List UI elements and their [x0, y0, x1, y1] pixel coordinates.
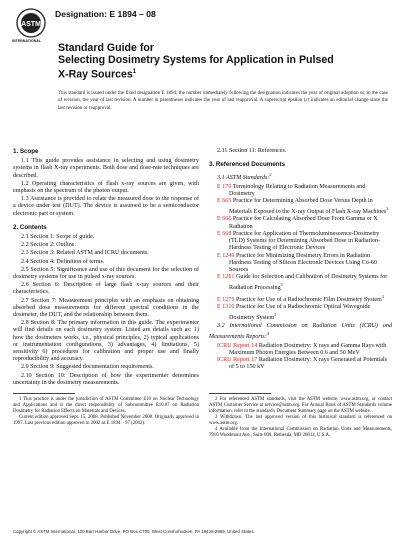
- contents-2-9: 2.9 Section 9: Suggested documentation requirements.: [21, 364, 154, 371]
- contents-2-11: 2.11 Section 11: References.: [217, 148, 287, 154]
- reference-link[interactable]: E 1275: [217, 296, 235, 303]
- footnote-marker: 3: [381, 293, 384, 299]
- reference-link[interactable]: E 170: [217, 183, 232, 190]
- contents-2-2: 2.2 Section 2: Outline.: [21, 242, 77, 249]
- designation: Designation: E 1894 – 08: [55, 9, 156, 19]
- reference-item: [209, 198, 392, 216]
- footnote-marker: 3: [274, 311, 277, 317]
- footnote-marker: 3: [386, 206, 389, 212]
- title-line-3: X-Ray Sources$^1$: [58, 68, 137, 81]
- contents-2-6: 2.6 Section 6: Description of large flash x-ray sources and their characteristics.: [13, 282, 199, 296]
- reference-link[interactable]: E 1310: [217, 303, 235, 310]
- scope-1-2: 1.2 Operating characteristics of flash x-ray sources are given, with emphasis on the spectrum of the photon output.: [13, 180, 199, 195]
- reference-item: [209, 274, 392, 292]
- scope-1-1: 1.1 This guide provides assistance in selecting and using dosimetry systems in flash X-ray experiments. Both dose and dose-rate techniques are described.: [13, 158, 199, 179]
- scope-1-3: 1.3 Assistance is provided to relate the measured dose to the response of a device under test (DUT). The device is assumed to be a semiconductor electronic part or system.: [13, 196, 199, 217]
- footnote-marker: 3: [280, 282, 283, 288]
- reference-title: Guide for Selection and Calibration of Dosimetry Systems for Radiation Processing: [229, 274, 388, 292]
- reference-title: Practice for Determining Absorbed Dose Versus Depth in Materials Exposed to the X-ray Output of Flash X-ray Machines: [229, 198, 387, 216]
- reference-title: Practice for Minimizing Dosimetry Errors in Radiation Hardness Testing of Silicon Electronic Devices Using Co-60 Sources: [229, 252, 377, 273]
- icru-reference-list: [209, 343, 392, 372]
- contents-2-7: 2.7 Section 7: Measurement principles with an emphasis on obtaining absorbed dose measurements for different spectral conditions in the dosimeter, the DUT, and the relationship between them.: [13, 297, 199, 319]
- footnote-2: 2 For referenced ASTM standards, visit the ASTM website, www.astm.org, or contact ASTM Customer Service at service@astm.org. For Annual Book of ASTM Standards volume information, refer to the standard's Document Summary page on the ASTM website.: [209, 397, 392, 415]
- scope-heading: 1. Scope: [13, 148, 39, 155]
- reference-title: Practice for Use of a Radiochromic Film Dosimetry System: [235, 296, 382, 303]
- left-column: [13, 148, 199, 427]
- reference-title: Radiation Dosimetry: X rays and Gamma Rays with Maximum Photon Energies Between 0.6 and 50 MeV: [229, 342, 387, 356]
- reference-title: Terminology Relating to Radiation Measurements and Dosimetry: [229, 183, 366, 197]
- astm-logo-icon: [14, 7, 48, 47]
- reference-link[interactable]: E 1249: [217, 252, 235, 259]
- footnote-1-edition: Current edition approved Sept. 15, 2008. Published November 2008. Originally approved in 1997. Last previous edition approved in 2002 as E 1894 – 97 (2002).: [13, 415, 199, 427]
- footnote-rule: [13, 393, 75, 394]
- reference-title: Practice for Calculating Absorbed Dose From Gamma or X Radiation: [229, 216, 378, 230]
- reference-item: [209, 253, 392, 275]
- astm-standards-label: 3.1 ASTM Standards:$^2$: [217, 172, 272, 182]
- contents-2-4: 2.4 Section 4: Definition of terms.: [21, 258, 105, 265]
- reference-title: Radiation Dosimetry: X rays Generated at Potentials of 5 to 150 kV: [229, 357, 388, 371]
- footnote-4: 4 Available from the International Commission on Radiation Units and Measurements, 7910 Woodmont Ave., Suite 800, Bethesda, MD 20814, U.S.A.: [209, 427, 392, 439]
- right-column: [209, 148, 392, 439]
- page-title: [58, 42, 378, 81]
- footnote-3: 3 Withdrawn. The last approved version of this historical standard is referenced on www.astm.org.: [209, 415, 392, 427]
- reference-item: [209, 304, 392, 322]
- reference-item: [209, 231, 392, 253]
- contents-2-5: 2.5 Section 5: Significance and use of this document for the selection of dosimetry systems for use in pulsed x-ray sources.: [13, 266, 199, 281]
- contents-2-3: 2.3 Section 3: Related ASTM and ICRU documents.: [21, 250, 149, 257]
- reference-link[interactable]: E 668: [217, 230, 232, 237]
- footnote-rule: [209, 393, 271, 394]
- reference-title: Practice for Application of Thermoluminescence-Dosimetry (TLD) Systems for Determining Absorbed Dose in Radiation-Hardness Testing of Electronic Devices: [229, 230, 381, 252]
- reference-link[interactable]: ICRU Report 17: [217, 357, 258, 364]
- reference-item: [209, 293, 392, 304]
- contents-heading: 2. Contents: [13, 223, 47, 231]
- astm-reference-list: [209, 184, 392, 323]
- logo-text: INTERNATIONAL: [12, 39, 42, 43]
- title-line-2: Selecting Dosimetry Systems for Application in Pulsed: [58, 54, 334, 66]
- copyright-footer: Copyright © ASTM International, 100 Barr Harbor Drive, PO Box C700, West Conshohocken, PA 19428-2959, United States.: [13, 529, 255, 534]
- reference-item: [209, 357, 392, 371]
- reference-item: [209, 343, 392, 357]
- footnote-1: 1 This practice is under the jurisdiction of ASTM Committee E10 on Nuclear Technology and Applications and is the direct responsibility of Subcommittee E10.07 on Radiation Dosimetry for Radiation Effects on Materials and Devices.: [13, 397, 199, 415]
- standard-notice: This standard is issued under the fixed designation E 1894; the number immediately following the designation indicates the year of original adoption or, in the case of revision, the year of last revision. A number in parentheses indicates the year of last reapproval. A superscript epsilon (ε) indicates an editorial change since the last revision or reapproval.: [58, 91, 388, 111]
- reference-item: [209, 184, 392, 198]
- reference-link[interactable]: E 1261: [217, 274, 235, 281]
- reference-link[interactable]: E 665: [217, 198, 232, 205]
- title-line-1: Standard Guide for: [58, 42, 154, 54]
- svg-text:ASTM: ASTM: [21, 21, 41, 28]
- reference-title: Practice for Use of a Radiochromic Optical Waveguide Dosimetry System: [229, 303, 371, 322]
- icru-heading: 3.2 International Commission on Radiation Units (ICRU) and Measurements Reports:$^4$: [209, 323, 392, 341]
- reference-link[interactable]: E 666: [217, 216, 232, 223]
- contents-2-10: 2.10 Section 10: Description of how the experimenter determines uncertainty in the dosimetry measurements.: [13, 372, 199, 386]
- contents-2-1: 2.1 Section 1: Scope of guide.: [21, 234, 95, 241]
- contents-2-8: 2.8 Section 8: The primary information in this guide. The experimenter will find details on each dosimetry system. Listed are details such as: 1) how the dosimeters works, i.e., physical principles, 2) typical applications or instrumentation configurations, 3) advantages, 4) limitations, 5) sensitivity 6) procedures for calibration and proper use and finally reproducibility and accuracy.: [13, 320, 199, 363]
- reference-item: [209, 216, 392, 230]
- reference-link[interactable]: ICRU Report 14: [217, 342, 258, 349]
- referenced-docs-heading: 3. Referenced Documents: [209, 161, 285, 169]
